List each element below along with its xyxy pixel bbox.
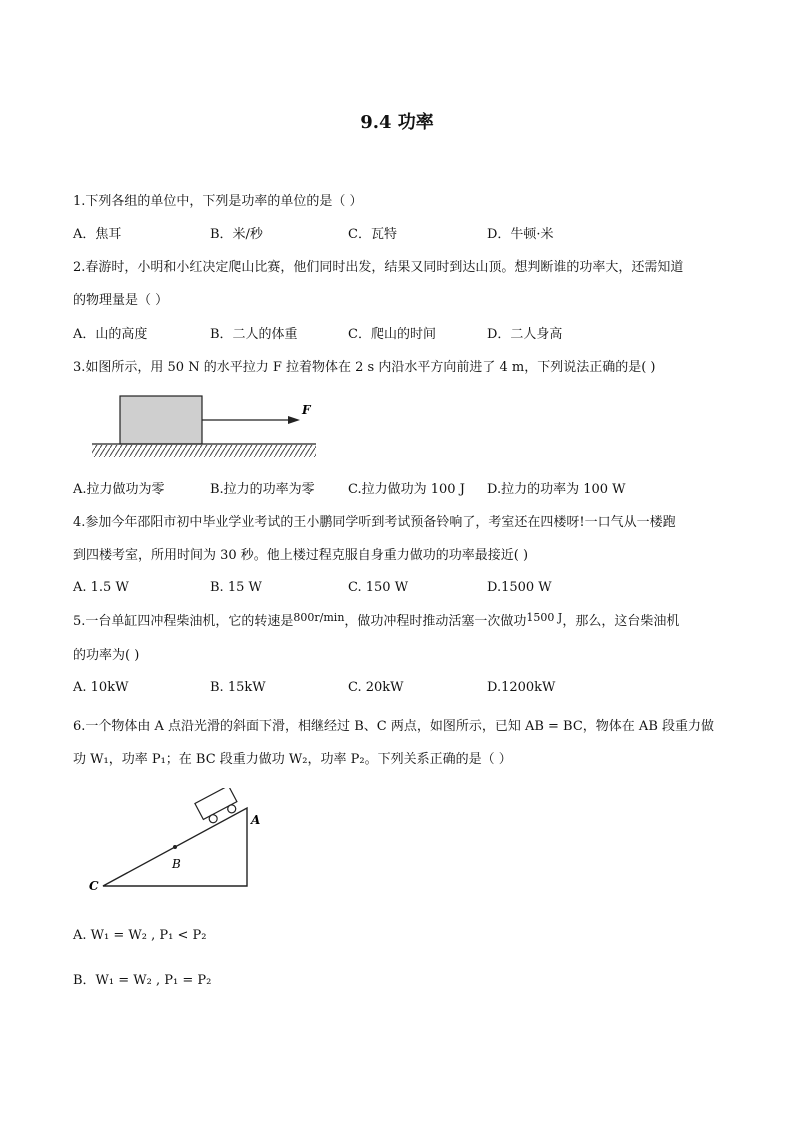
option-d: D.拉力的功率为 100 W xyxy=(487,482,626,497)
option-c: C．瓦特 xyxy=(348,227,397,242)
question-1-options xyxy=(0,226,794,244)
page-title: 9.4 功率 xyxy=(360,112,434,133)
question-4-options xyxy=(0,579,794,597)
option-a: A．山的高度 xyxy=(73,327,148,342)
work-value: 1500 J xyxy=(526,611,563,624)
option-b: B. 15 W xyxy=(210,580,262,595)
label-b: B xyxy=(172,857,181,871)
option-b: B．二人的体重 xyxy=(210,327,298,342)
question-3-options xyxy=(0,481,794,499)
point-b xyxy=(173,845,177,849)
question-5-options xyxy=(0,679,794,697)
question-2-options xyxy=(0,326,794,344)
option-d: D．牛顿·米 xyxy=(487,227,554,242)
question-2-stem-line2: 的物理量是（ ） xyxy=(73,293,169,308)
option-c: C．爬山的时间 xyxy=(348,327,436,342)
option-a: A.拉力做功为零 xyxy=(73,482,165,497)
option-b: B．米/秒 xyxy=(210,227,263,242)
question-5-stem-c: ，那么，这台柴油机 xyxy=(562,614,680,629)
question-6-option-a: A. W₁ = W₂ , P₁ < P₂ xyxy=(73,928,207,943)
question-4-stem-line2: 到四楼考室，所用时间为 30 秒。他上楼过程克服自身重力做功的功率最接近( ) xyxy=(73,548,529,563)
question-6-stem-line1: 6.一个物体由 A 点沿光滑的斜面下滑，相继经过 B、C 两点，如图所示，已知 AB = BC，物体在 AB 段重力做 xyxy=(73,719,714,734)
label-a: A xyxy=(251,813,261,827)
question-6-stem-line2: 功 W₁，功率 P₁；在 BC 段重力做功 W₂，功率 P₂。下列关系正确的是（ ） xyxy=(73,752,512,767)
option-a: A. 10kW xyxy=(73,680,129,695)
option-d: D.1200kW xyxy=(487,680,556,695)
option-d: D.1500 W xyxy=(487,580,552,595)
option-c: C. 150 W xyxy=(348,580,409,595)
option-a: A. 1.5 W xyxy=(73,580,129,595)
question-3-stem: 3.如图所示，用 50 N 的水平拉力 F 拉着物体在 2 s 内沿水平方向前进了 4 m，下列说法正确的是( ) xyxy=(73,360,656,375)
question-5-stem-line1 xyxy=(73,613,679,631)
option-b: B. 15kW xyxy=(210,680,266,695)
option-a: A．焦耳 xyxy=(73,227,122,242)
option-c: C.拉力做功为 100 J xyxy=(348,482,465,497)
question-4-stem-line1: 4.参加今年邵阳市初中毕业学业考试的王小鹏同学听到考试预备铃响了，考室还在四楼呀!一口气从一楼跑 xyxy=(73,515,676,530)
option-c: C. 20kW xyxy=(348,680,404,695)
arrowhead xyxy=(288,416,300,424)
question-5-stem-a: 5.一台单缸四冲程柴油机，它的转速是 xyxy=(73,614,294,629)
question-6-figure xyxy=(85,788,275,900)
question-5-stem-b: ，做功冲程时推动活塞一次做功 xyxy=(344,614,527,629)
question-6-option-b: B．W₁ = W₂ , P₁ = P₂ xyxy=(73,973,212,988)
option-b: B.拉力的功率为零 xyxy=(210,482,315,497)
question-2-stem-line1: 2.春游时，小明和小红决定爬山比赛，他们同时出发，结果又同时到达山顶。想判断谁的功率大，还需知道 xyxy=(73,260,684,275)
ground-hatch xyxy=(92,445,316,457)
option-d: D．二人身高 xyxy=(487,327,563,342)
speed-value: 800r/min xyxy=(293,611,345,624)
cart xyxy=(195,788,241,826)
block xyxy=(120,396,202,444)
label-c: C xyxy=(89,879,99,893)
question-3-figure xyxy=(90,392,320,464)
question-1-stem: 1.下列各组的单位中，下列是功率的单位的是（ ） xyxy=(73,194,363,209)
question-5-stem-line2: 的功率为( ) xyxy=(73,648,140,663)
force-label: F xyxy=(302,403,311,417)
